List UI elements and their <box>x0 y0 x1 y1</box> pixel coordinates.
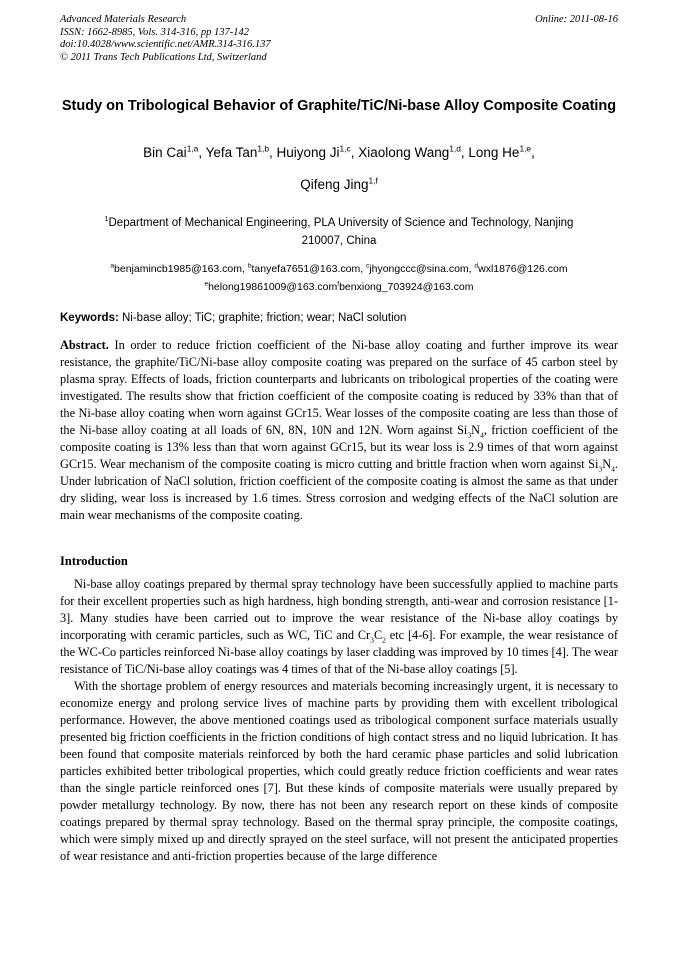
intro-paragraph-1: Ni-base alloy coatings prepared by thermal spray technology have been successfully applied to machine parts for their excellent properties such as high hardness, high bonding strength, anti-wear and corrosion resistance [1-3]. Many studies have been carried out to improve the wear resistance of the Ni-base alloy coatings by incorporating with ceramic particles, such as WC, TiC and $Cr_3C_2$ etc [4-6]. For example, the wear resistance of the WC-Co particles reinforced Ni-base alloy coatings by laser cladding was improved by 10 times [4]. The wear resistance of TiC/Ni-base alloy coatings was 4 times of that of the Ni-base alloy coatings [5]. <box>60 577 618 676</box>
authors-line-2: Qifeng Jing$^{1,f}$ <box>300 175 378 192</box>
keywords-label: Keywords: <box>60 312 119 324</box>
keywords-line <box>60 312 618 324</box>
intro-paragraph-2: With the shortage problem of energy resources and materials becoming increasingly urgent, it is necessary to economize energy and prolong service lives of machine parts by providing them with excellent tribological performance. However, the above mentioned coatings used as tribological component surface materials usually presented big friction coefficients in the friction conditions of high contact stress and no liquid lubrication. It has been found that composite materials reinforced by both the hard ceramic phase particles and solid lubrication particles exhibited better tribological properties, which could greatly reduce friction coefficients and wear rates than the single particle reinforced ones [7]. But these kinds of composite materials were usually prepared by powder metallurgy technology. By now, there has not been any research report on these kinds of composite coatings prepared by thermal spray technology. Based on the thermal spray principle, the composite coatings, which were simply mixed up and directly sprayed on the steel surface, will not present the anticipated properties of wear resistance and anti-friction properties because of the large difference <box>60 679 618 863</box>
emails-line-1: $^a$benjamincb1985@163.com, $^b$tanyefa7651@163.com, $^c$jhyongccc@sina.com, $^d$wxl1876@126.com <box>110 262 568 275</box>
authors-line-1: Bin Cai$^{1,a}$, Yefa Tan$^{1,b}$, Huiyong Ji$^{1,c}$, Xiaolong Wang$^{1,d}$, Long He$^{1,e}$, <box>143 143 535 160</box>
journal-header <box>60 14 618 64</box>
journal-issn-line: ISSN: 1662-8985, Vols. 314-316, pp 137-142 <box>60 26 249 38</box>
keywords-text: Ni-base alloy; TiC; graphite; friction; wear; NaCl solution <box>118 312 407 324</box>
author-emails <box>60 260 618 296</box>
abstract <box>60 337 618 524</box>
paper-title: Study on Tribological Behavior of Graphite/TiC/Ni-base Alloy Composite Coating <box>61 98 617 114</box>
online-date: Online: 2011-08-16 <box>535 14 618 25</box>
emails-line-2: $^e$helong19861009@163.com$^f$benxiong_703924@163.com <box>204 280 474 293</box>
journal-name: Advanced Materials Research <box>60 14 187 25</box>
journal-copyright-line: © 2011 Trans Tech Publications Ltd, Switzerland <box>60 51 267 63</box>
journal-header-left <box>60 14 271 64</box>
section-heading-introduction: Introduction <box>60 554 128 568</box>
affiliation: $^1$Department of Mechanical Engineering, PLA University of Science and Technology, Nanjing 210007, China <box>104 215 574 247</box>
abstract-text: In order to reduce friction coefficient of the Ni-base alloy coating and further improve its wear resistance, the graphite/TiC/Ni-base alloy composite coating was prepared on the surface of 45 carbon steel by plasma spray. Effects of loads, friction counterparts and lubricants on tribological properties of the coating were investigated. The results show that friction coefficient of the composite coating is reduced by 33% than that of the Ni-base alloy coating when worn against GCr15. Wear losses of the composite coating are less than those of the Ni-base alloy coating at all loads of 6N, 8N, 10N and 12N. Worn against $Si_3N_4$, friction coefficient of the composite coating is 13% less than that worn against GCr15, but its wear loss is 2.9 times of that worn against GCr15. Wear mechanism of the composite coating is micro cutting and brittle fraction when worn against $Si_3N_4$. Under lubrication of NaCl solution, friction coefficient of the composite coating is almost the same as that under dry sliding, wear loss is increased by 1.6 times. Stress corrosion and wedging effects of the NaCl solution are main wear mechanisms of the composite coating. <box>60 338 618 522</box>
journal-doi-line: doi:10.4028/www.scientific.net/AMR.314-316.137 <box>60 39 271 50</box>
abstract-label: Abstract. <box>60 338 109 352</box>
